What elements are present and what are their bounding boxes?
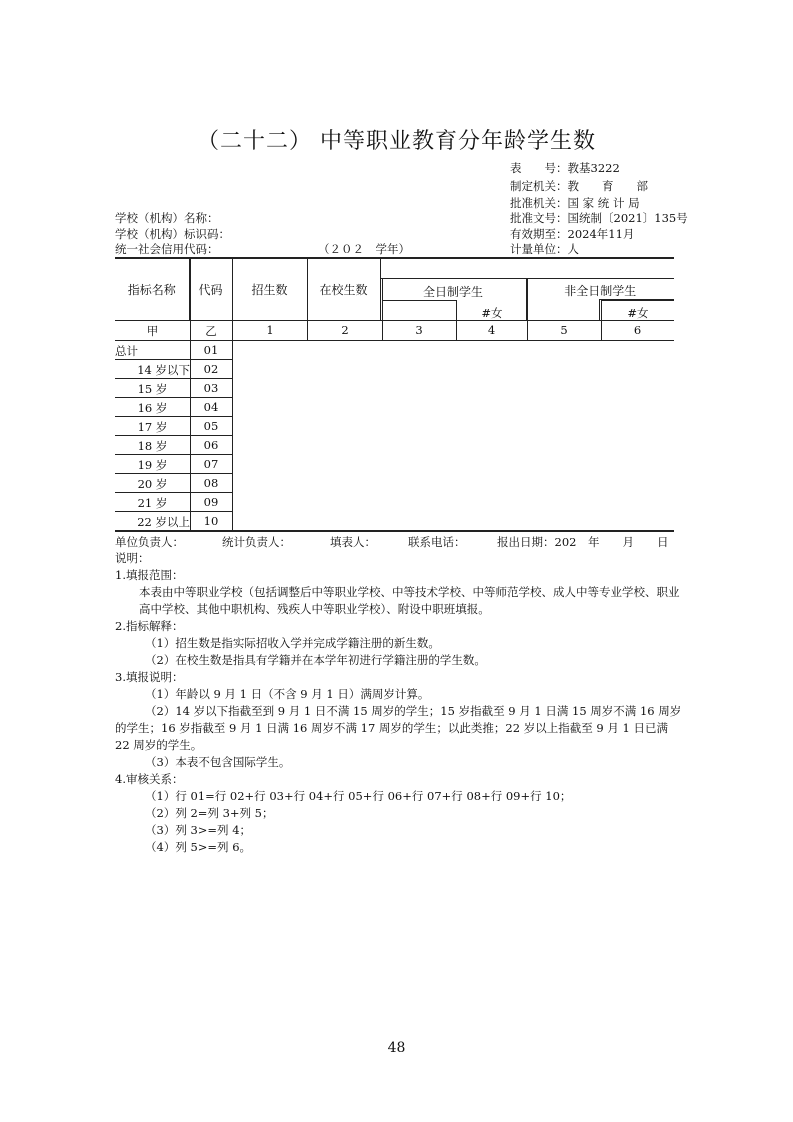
credit-code-label: 统一社会信用代码： — [115, 242, 219, 256]
note-item: （1）年龄以 9 月 1 日（不含 9 月 1 日）满周岁计算。 — [145, 687, 430, 701]
colid-bottom-rule — [115, 340, 674, 341]
row-code: 05 — [203, 419, 219, 433]
note-item: （2）列 2=列 3+列 5； — [145, 806, 274, 820]
page-number: 48 — [387, 1040, 406, 1056]
col-line-7 — [601, 320, 602, 341]
school-year: （２０２ 学年） — [318, 242, 410, 256]
phone-label: 联系电话： — [408, 535, 466, 549]
header-full-time: 全日制学生 — [380, 278, 526, 320]
school-code-label: 学校（机构）标识码： — [115, 227, 230, 241]
note-section-2: 2.指标解释： — [115, 619, 184, 633]
row-code: 02 — [203, 362, 219, 376]
header-enrollment: 招生数 — [232, 258, 307, 320]
note-paragraph: 本表由中等职业学校（包括调整后中等职业学校、中等技术学校、中等师范学校、成人中等专业学校、职业高中学校、其他中职机构、残疾人中等职业学校）、附设中职班填报。 — [139, 585, 680, 616]
col-id-5: 5 — [560, 323, 568, 337]
row-label: 18 岁 — [137, 439, 168, 453]
row-code: 03 — [203, 381, 219, 395]
header-female-a: #女 — [481, 306, 503, 320]
header-in-school: 在校生数 — [307, 258, 380, 320]
col-id-3: 3 — [415, 323, 423, 337]
row-label: 22 岁以上 — [137, 515, 190, 529]
school-name-label: 学校（机构）名称： — [115, 211, 219, 225]
row-code: 04 — [203, 400, 219, 414]
col-line-3 — [307, 258, 308, 341]
header-underline-full-time — [382, 300, 456, 301]
row-label: 总计 — [115, 344, 138, 358]
note-section-3: 3.填报说明： — [115, 670, 184, 684]
notes-section — [115, 550, 685, 856]
colid-top-rule — [115, 320, 674, 321]
meta-approval-number: 批准文号：国统制〔2021〕135号 — [510, 211, 688, 225]
row-label: 21 岁 — [137, 496, 168, 510]
row-label: 17 岁 — [137, 420, 168, 434]
page-title: （二十二） 中等职业教育分年龄学生数 — [197, 129, 596, 154]
col-id-1: 1 — [266, 323, 274, 337]
note-item: （2）14 岁以下指截至到 9 月 1 日不满 15 周岁的学生；15 岁指截至 9 月 1 日满 15 周岁不满 16 周岁的学生；16 岁指截至 9 月 1 日满 16 周岁不满 17 周岁的学生；以此类推；22 岁以上指截至 9 月 1 日已满 22 周岁的学生。 — [115, 704, 682, 752]
note-section-1: 1.填报范围： — [115, 568, 184, 582]
row-label: 14 岁以下 — [137, 363, 190, 377]
note-item: （3）列 3>=列 4； — [145, 823, 252, 837]
row-label: 19 岁 — [137, 458, 168, 472]
meta-form-number: 表 号：教基3222 — [510, 161, 620, 175]
meta-approving-agency: 批准机关：国 家 统 计 局 — [510, 196, 640, 210]
data-table — [115, 258, 674, 320]
unit-head-label: 单位负责人： — [115, 535, 184, 549]
header-female-b: #女 — [627, 306, 649, 320]
meta-valid-until: 有效期至：2024年11月 — [510, 227, 635, 241]
header-indicator: 指标名称 — [115, 258, 189, 320]
col-id-6: 6 — [633, 323, 642, 337]
row-code: 09 — [203, 495, 219, 509]
note-section-4: 4.审核关系： — [115, 772, 184, 786]
note-item: （1）行 01=行 02+行 03+行 04+行 05+行 06+行 07+行 08+行 09+行 10； — [145, 789, 572, 803]
header-part-time: 非全日制学生 — [564, 283, 637, 298]
note-item: （4）列 5>=列 6。 — [145, 840, 252, 854]
notes-heading: 说明： — [115, 551, 150, 565]
row-label: 15 岁 — [137, 382, 168, 396]
col-id-yi: 乙 — [205, 324, 217, 338]
stat-head-label: 统计负责人： — [222, 535, 291, 549]
header-underline-part-time — [601, 300, 674, 301]
table-bottom-rule — [115, 530, 674, 532]
filler-label: 填表人： — [330, 535, 376, 549]
col-id-jia: 甲 — [146, 324, 159, 338]
row-code: 10 — [203, 514, 219, 528]
row-code: 08 — [203, 476, 219, 490]
meta-issuing-agency: 制定机关：教 育 部 — [510, 179, 648, 193]
col-id-2: 2 — [341, 323, 349, 337]
col-line-5 — [456, 320, 457, 341]
row-label: 20 岁 — [137, 477, 168, 491]
row-code: 01 — [203, 343, 219, 357]
row-label: 16 岁 — [137, 401, 168, 415]
report-date-label: 报出日期：202 年 月 日 — [497, 535, 669, 549]
header-code: 代码 — [189, 258, 232, 320]
col-id-4: 4 — [487, 323, 496, 337]
note-item: （2）在校生数是指具有学籍并在本学年初进行学籍注册的学生数。 — [145, 653, 486, 667]
row-code: 06 — [203, 438, 219, 452]
col-line-2 — [232, 258, 233, 530]
note-item: （1）招生数是指实际招收入学并完成学籍注册的新生数。 — [145, 636, 440, 650]
header-group-rule — [382, 278, 674, 279]
note-item: （3）本表不包含国际学生。 — [145, 755, 291, 769]
meta-unit: 计量单位：人 — [510, 242, 579, 256]
row-code: 07 — [203, 457, 219, 471]
